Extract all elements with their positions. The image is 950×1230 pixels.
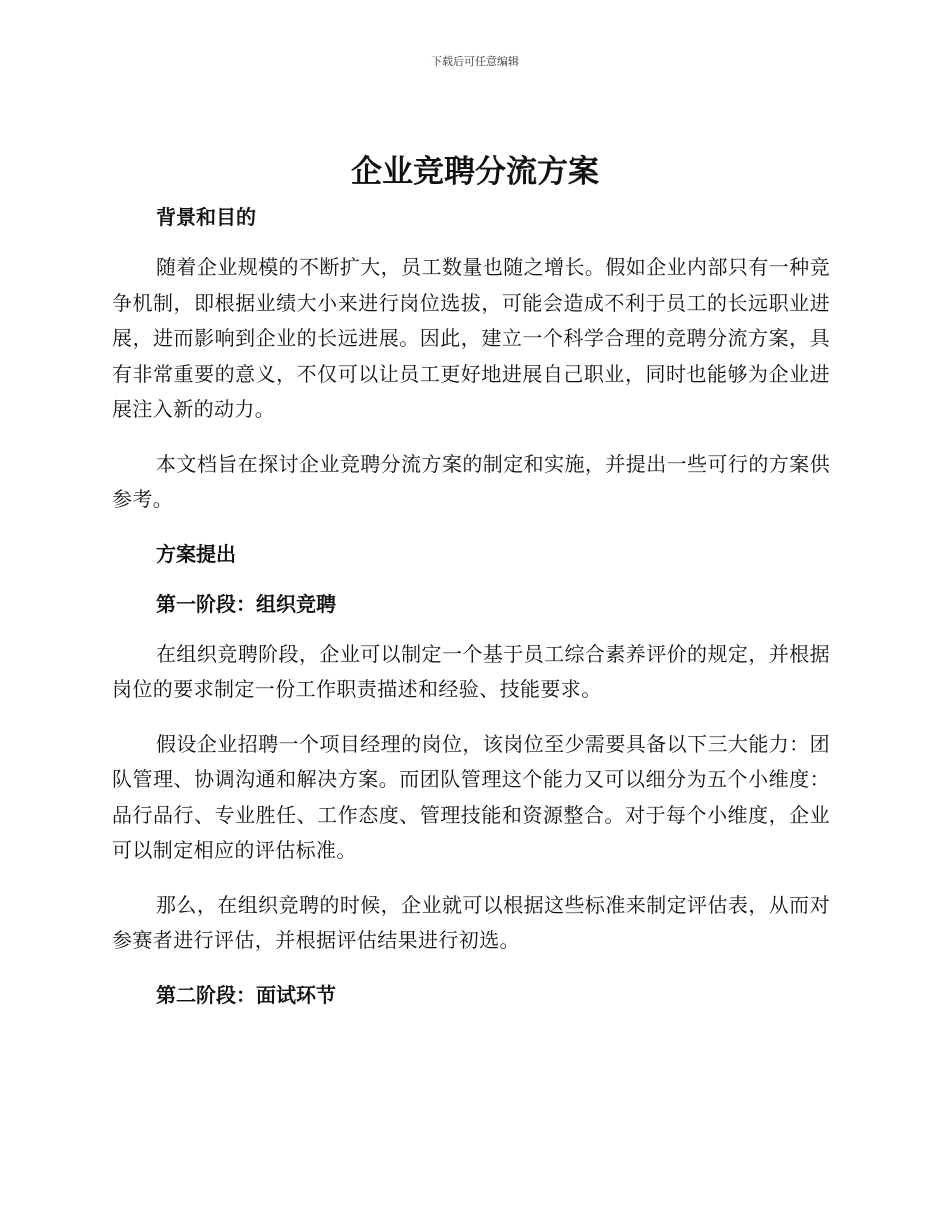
paragraph-stage-1-2: 假设企业招聘一个项目经理的岗位，该岗位至少需要具备以下三大能力：团队管理、协调沟通和解决方案。而团队管理这个能力又可以细分为五个小维度：品行品行、专业胜任、工作态度、管理技能和资源整合。对于每个小维度，企业可以制定相应的评估标准。 — [112, 731, 830, 862]
header-note: 下载后可任意编辑 — [431, 55, 519, 68]
document-title: 企业竞聘分流方案 — [351, 154, 599, 190]
paragraph-stage-1-3: 那么，在组织竞聘的时候，企业就可以根据这些标准来制定评估表，从而对参赛者进行评估，并根据评估结果进行初选。 — [112, 892, 830, 952]
paragraph-background-2: 本文档旨在探讨企业竞聘分流方案的制定和实施，并提出一些可行的方案供参考。 — [112, 451, 830, 511]
paragraph-background-1: 随着企业规模的不断扩大，员工数量也随之增长。假如企业内部只有一种竞争机制，即根据业绩大小来进行岗位选拔，可能会造成不利于员工的长远职业进展，进而影响到企业的长远进展。因此，建立一个科学合理的竞聘分流方案，具有非常重要的意义，不仅可以让员工更好地进展自己职业，同时也能够为企业进展注入新的动力。 — [112, 255, 830, 421]
section-heading-proposal: 方案提出 — [156, 541, 236, 566]
section-heading-background: 背景和目的 — [156, 205, 256, 229]
section-heading-stage-2: 第二阶段：面试环节 — [156, 982, 336, 1007]
section-heading-stage-1: 第一阶段：组织竞聘 — [156, 591, 336, 616]
document-body — [112, 200, 830, 1012]
paragraph-stage-1-1: 在组织竞聘阶段，企业可以制定一个基于员工综合素养评价的规定，并根据岗位的要求制定一份工作职责描述和经验、技能要求。 — [112, 641, 830, 701]
